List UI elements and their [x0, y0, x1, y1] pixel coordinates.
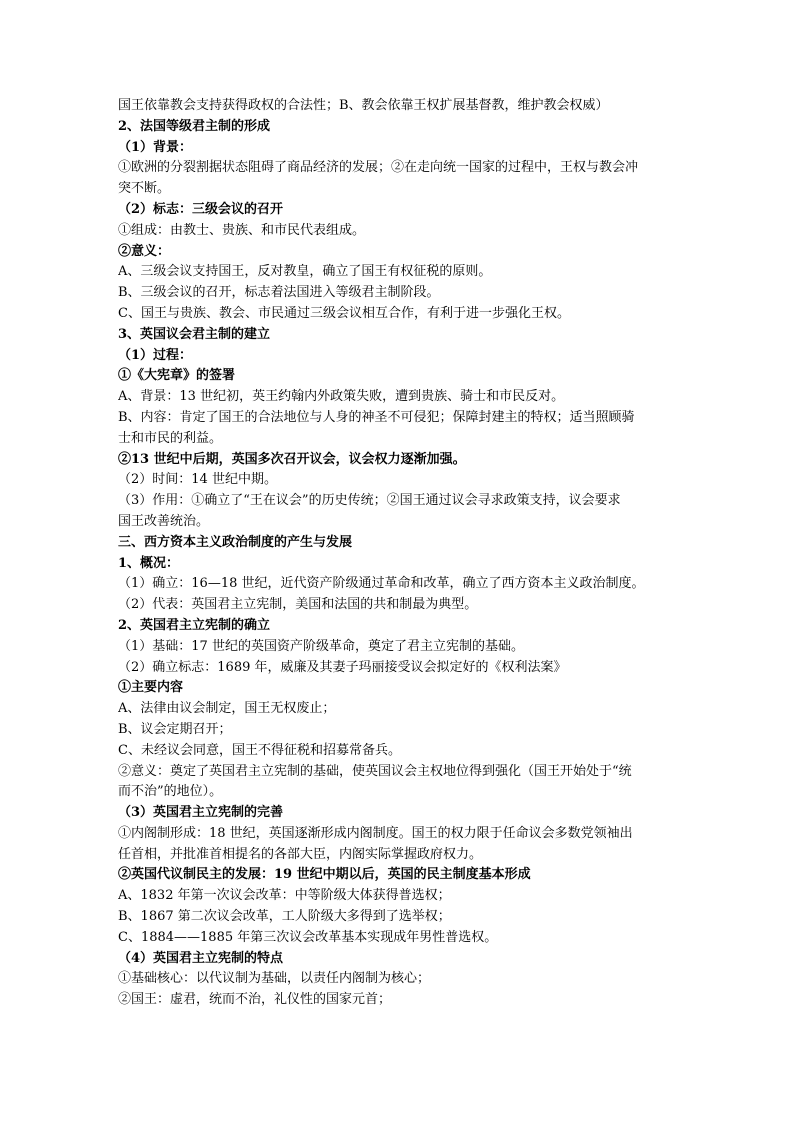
text-line: ①内阁制形成：18 世纪，英国逐渐形成内阁制度。国王的权力限于任命议会多数党领袖出 — [118, 825, 633, 841]
text-line: （2）确立标志：1689 年，威廉及其妻子玛丽接受议会拟定好的《权利法案》 — [118, 659, 567, 675]
text-line: A、1832 年第一次议会改革：中等阶级大体获得普选权； — [118, 888, 451, 904]
text-line: （2）时间：14 世纪中期。 — [118, 472, 277, 488]
text-line: A、三级会议支持国王，反对教皇，确立了国王有权征税的原则。 — [118, 264, 492, 280]
text-line: 而不治”的地位）。 — [118, 784, 223, 800]
text-line: ②意义：奠定了英国君主立宪制的基础，使英国议会主权地位得到强化（国王开始处于“统 — [118, 763, 632, 779]
text-line: 国王改善统治。 — [118, 513, 210, 529]
document-body — [118, 96, 678, 1011]
heading-line: 2、英国君主立宪制的确立 — [118, 617, 271, 633]
heading-line: （2）标志：三级会议的召开 — [118, 201, 284, 217]
text-line: B、议会定期召开； — [118, 721, 232, 737]
text-line: 士和市民的利益。 — [118, 430, 223, 446]
heading-line: 三、西方资本主义政治制度的产生与发展 — [118, 534, 353, 550]
text-line: B、内容：肯定了国王的合法地位与人身的神圣不可侵犯；保障封建主的特权；适当照顾骑 — [118, 409, 635, 425]
text-line: ①组成：由教士、贵族、和市民代表组成。 — [118, 222, 366, 238]
text-line: （2）代表：英国君主立宪制，美国和法国的共和制最为典型。 — [118, 597, 478, 613]
heading-line: （1）背景： — [118, 139, 193, 155]
heading-line: 1、概况： — [118, 555, 180, 571]
text-line: （1）确立：16—18 世纪，近代资产阶级通过革命和改革，确立了西方资本主义政治制度。 — [118, 576, 645, 592]
heading-line: ②英国代议制民主的发展：19 世纪中期以后，英国的民主制度基本形成 — [118, 867, 531, 883]
text-line: C、未经议会同意，国王不得征税和招募常备兵。 — [118, 742, 401, 758]
text-line: A、背景：13 世纪初，英王约翰内外政策失败，遭到贵族、骑士和市民反对。 — [118, 389, 565, 405]
heading-line: 3、英国议会君主制的建立 — [118, 326, 271, 342]
text-line: A、法律由议会制定，国王无权废止； — [118, 701, 336, 717]
heading-line: （1）过程： — [118, 347, 193, 363]
heading-line: ②13 世纪中后期，英国多次召开议会，议会权力逐渐加强。 — [118, 451, 466, 467]
text-line: ①基础核心：以代议制为基础，以责任内阁制为核心； — [118, 971, 431, 987]
text-line: C、国王与贵族、教会、市民通过三级会议相互合作，有利于进一步强化王权。 — [118, 305, 570, 321]
heading-line: ①主要内容 — [118, 680, 184, 696]
heading-line: ②意义： — [118, 243, 171, 259]
heading-line: 2、法国等级君主制的形成 — [118, 118, 271, 134]
text-line: 国王依靠教会支持获得政权的合法性；B、教会依靠王权扩展基督教，维护教会权威） — [118, 98, 609, 113]
text-line: （3）作用：①确立了“王在议会”的历史传统；②国王通过议会寻求政策支持，议会要求 — [118, 493, 621, 509]
text-line: ②国王：虚君，统而不治，礼仪性的国家元首； — [118, 992, 392, 1008]
text-line: 突不断。 — [118, 181, 171, 197]
text-line: 任首相，并批准首相提名的各部大臣，内阁实际掌握政府权力。 — [118, 846, 483, 862]
text-line: B、1867 第二次议会改革，工人阶级大多得到了选举权； — [118, 909, 451, 925]
text-line: ①欧洲的分裂割据状态阻碍了商品经济的发展；②在走向统一国家的过程中，王权与教会冲 — [118, 160, 639, 176]
text-line: （1）基础：17 世纪的英国资产阶级革命，奠定了君主立宪制的基础。 — [118, 638, 524, 654]
heading-line: （3）英国君主立宪制的完善 — [118, 805, 284, 821]
heading-line: ①《大宪章》的签署 — [118, 368, 236, 384]
text-line: C、1884——1885 年第三次议会改革基本实现成年男性普选权。 — [118, 929, 498, 945]
text-line: B、三级会议的召开，标志着法国进入等级君主制阶段。 — [118, 285, 440, 301]
heading-line: （4）英国君主立宪制的特点 — [118, 950, 284, 966]
